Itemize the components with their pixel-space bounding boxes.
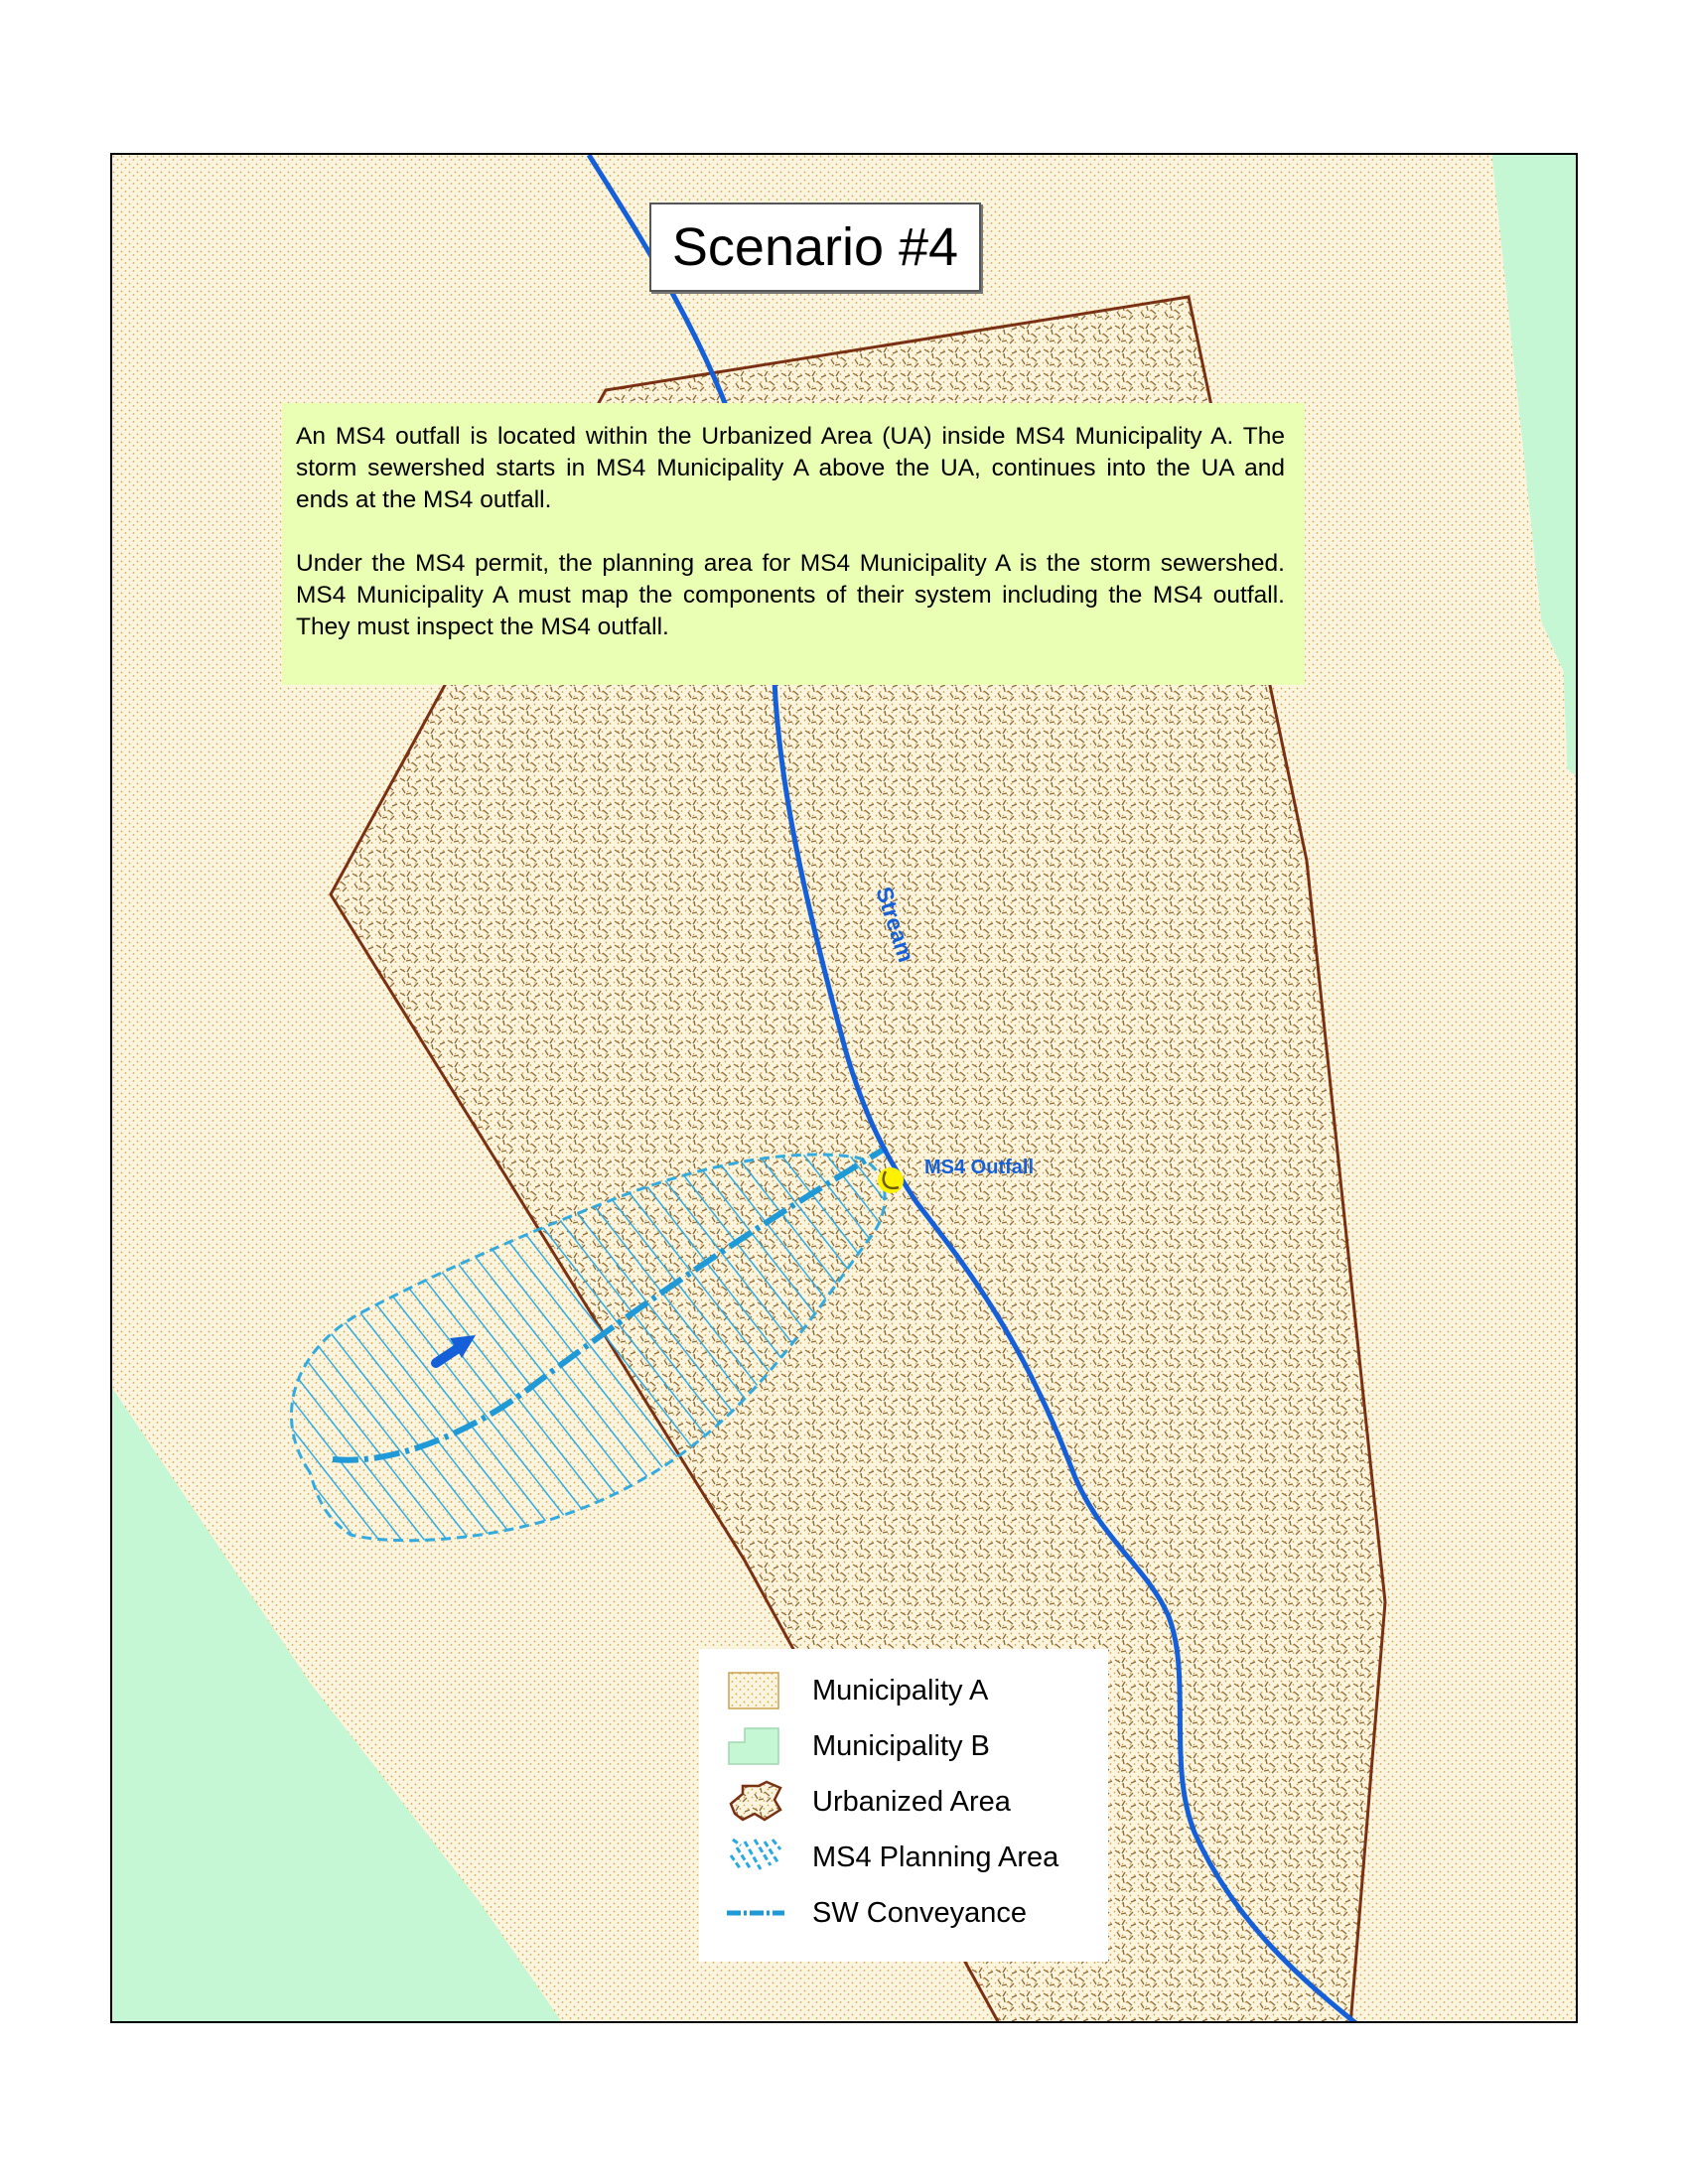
description-paragraph: Under the MS4 permit, the planning area for MS4 Municipality A is the storm sewershed. MS4 Municipality A must map the components of their system including the MS4 outfall. They must inspect the MS4 outfall.: [296, 550, 1285, 640]
legend-label: MS4 Planning Area: [812, 1841, 1059, 1873]
legend-item-municipality-a: [727, 1666, 988, 1715]
scenario-description: [282, 403, 1305, 685]
sw-conveyance-line-icon: [727, 1891, 784, 1935]
urbanized-area-swatch-icon: [727, 1780, 784, 1824]
legend-item-ms4-planning-area: [727, 1833, 1058, 1882]
municipality-a-swatch-icon: [727, 1669, 784, 1712]
description-paragraph: An MS4 outfall is located within the Urbanized Area (UA) inside MS4 Municipality A. The storm sewershed starts in MS4 Municipality A above the UA, continues into the UA and ends at the MS4 outfall.: [296, 423, 1285, 513]
legend-label: Urbanized Area: [812, 1785, 1011, 1818]
map-frame: [110, 153, 1578, 2023]
ms4-outfall-label: MS4 Outfall: [924, 1157, 1035, 1178]
map-legend: [699, 1649, 1108, 1962]
municipality-b-swatch-icon: [727, 1724, 784, 1768]
legend-item-municipality-b: [727, 1721, 990, 1771]
map-title: Scenario #4: [649, 203, 981, 292]
ms4-outfall-marker: [878, 1167, 904, 1193]
legend-item-sw-conveyance: [727, 1888, 1027, 1938]
legend-item-urbanized-area: [727, 1777, 1011, 1827]
legend-label: Municipality A: [812, 1674, 989, 1706]
planning-area-swatch-icon: [727, 1836, 784, 1879]
stream-label: Stream: [871, 884, 920, 966]
legend-label: SW Conveyance: [812, 1896, 1027, 1929]
legend-label: Municipality B: [812, 1729, 990, 1762]
